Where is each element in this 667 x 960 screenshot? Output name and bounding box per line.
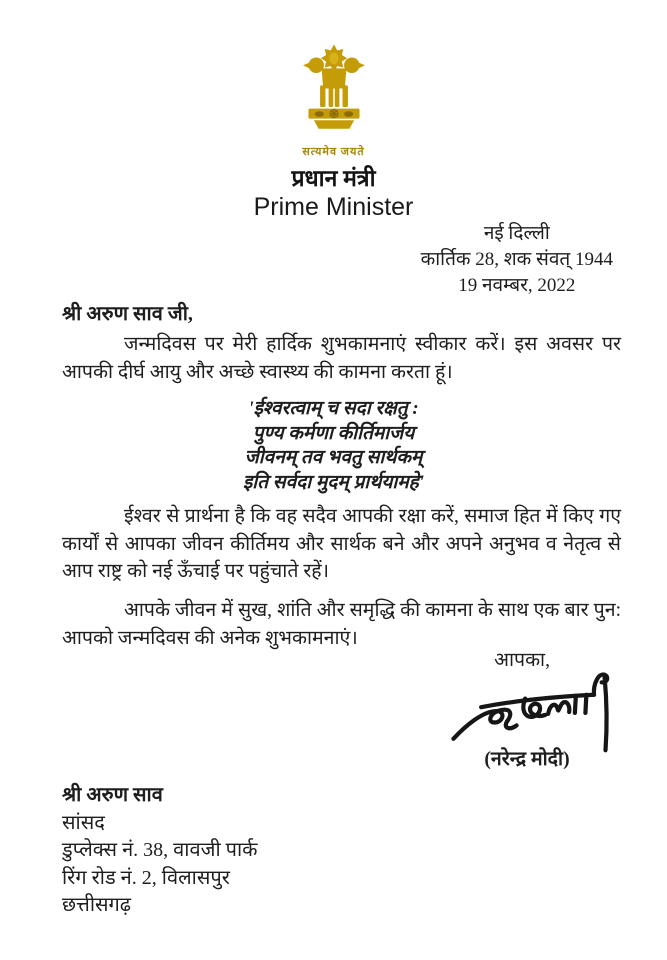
letterhead-title-hindi: प्रधान मंत्री [291, 166, 376, 191]
dateline-gregorian-date: 19 नवम्बर, 2022 [458, 275, 576, 296]
handwritten-signature [447, 668, 632, 756]
body-paragraph-1: जन्मदिवस पर मेरी हार्दिक शुभकामनाएं स्वीकार करें। इस अवसर पर आपकी दीर्घ आयु और अच्छे स्वास्थ्य की कामना करता हूं। [62, 334, 621, 383]
dateline-saka-date: कार्तिक 28, शक संवत् 1944 [420, 249, 613, 270]
signatory-name: (नरेन्द्र मोदी) [484, 749, 570, 770]
verse-line-1: 'ईश्वरत्वाम् च सदा रक्षतु : [248, 398, 419, 419]
dateline-place: नई दिल्ली [483, 223, 550, 244]
verse-line-4: इति सर्वदा मुदम् प्रार्थयामहे' [242, 471, 425, 493]
recipient-address-line-1: डुप्लेक्स नं. 38, वावजी पार्क [62, 839, 258, 861]
letterhead-title-english: Prime Minister [253, 193, 414, 221]
verse-line-2: पुण्य कर्मणा कीर्तिमार्जय [252, 422, 415, 444]
recipient-designation: सांसद [62, 811, 105, 834]
dateline [421, 221, 613, 299]
body-paragraph-2: ईश्वर से प्रार्थना है कि वह सदैव आपकी रक्षा करें, समाज हित में किए गए कार्यों से आपका जीवन कीर्तिमय और सार्थक बने और अपने अनुभव व नेतृत्व से आप राष्ट्र को नई ऊँचाई पर पहुंचाते रहें। [62, 506, 621, 582]
salutation: श्री अरुण साव जी, [62, 303, 193, 325]
verse-line-3: जीवनम् तव भवतु सार्थकम् [244, 447, 423, 468]
body-paragraph-3: आपके जीवन में सुख, शांति और समृद्धि की कामना के साथ एक बार पुन: आपको जन्मदिवस की अनेक शुभकामनाएं। [62, 600, 621, 649]
valediction: आपका, [494, 650, 550, 671]
emblem-motto: सत्यमेव जयते [302, 146, 365, 158]
recipient-address-line-2: रिंग रोड नं. 2, विलासपुर [62, 866, 230, 889]
letterhead [0, 42, 667, 221]
state-emblem-of-india-icon [295, 42, 373, 138]
recipient-address-line-3: छत्तीसगढ़ [62, 894, 132, 916]
sanskrit-verse [0, 397, 667, 495]
recipient-name: श्री अरुण साव [62, 784, 163, 806]
recipient-address-block [62, 782, 258, 920]
